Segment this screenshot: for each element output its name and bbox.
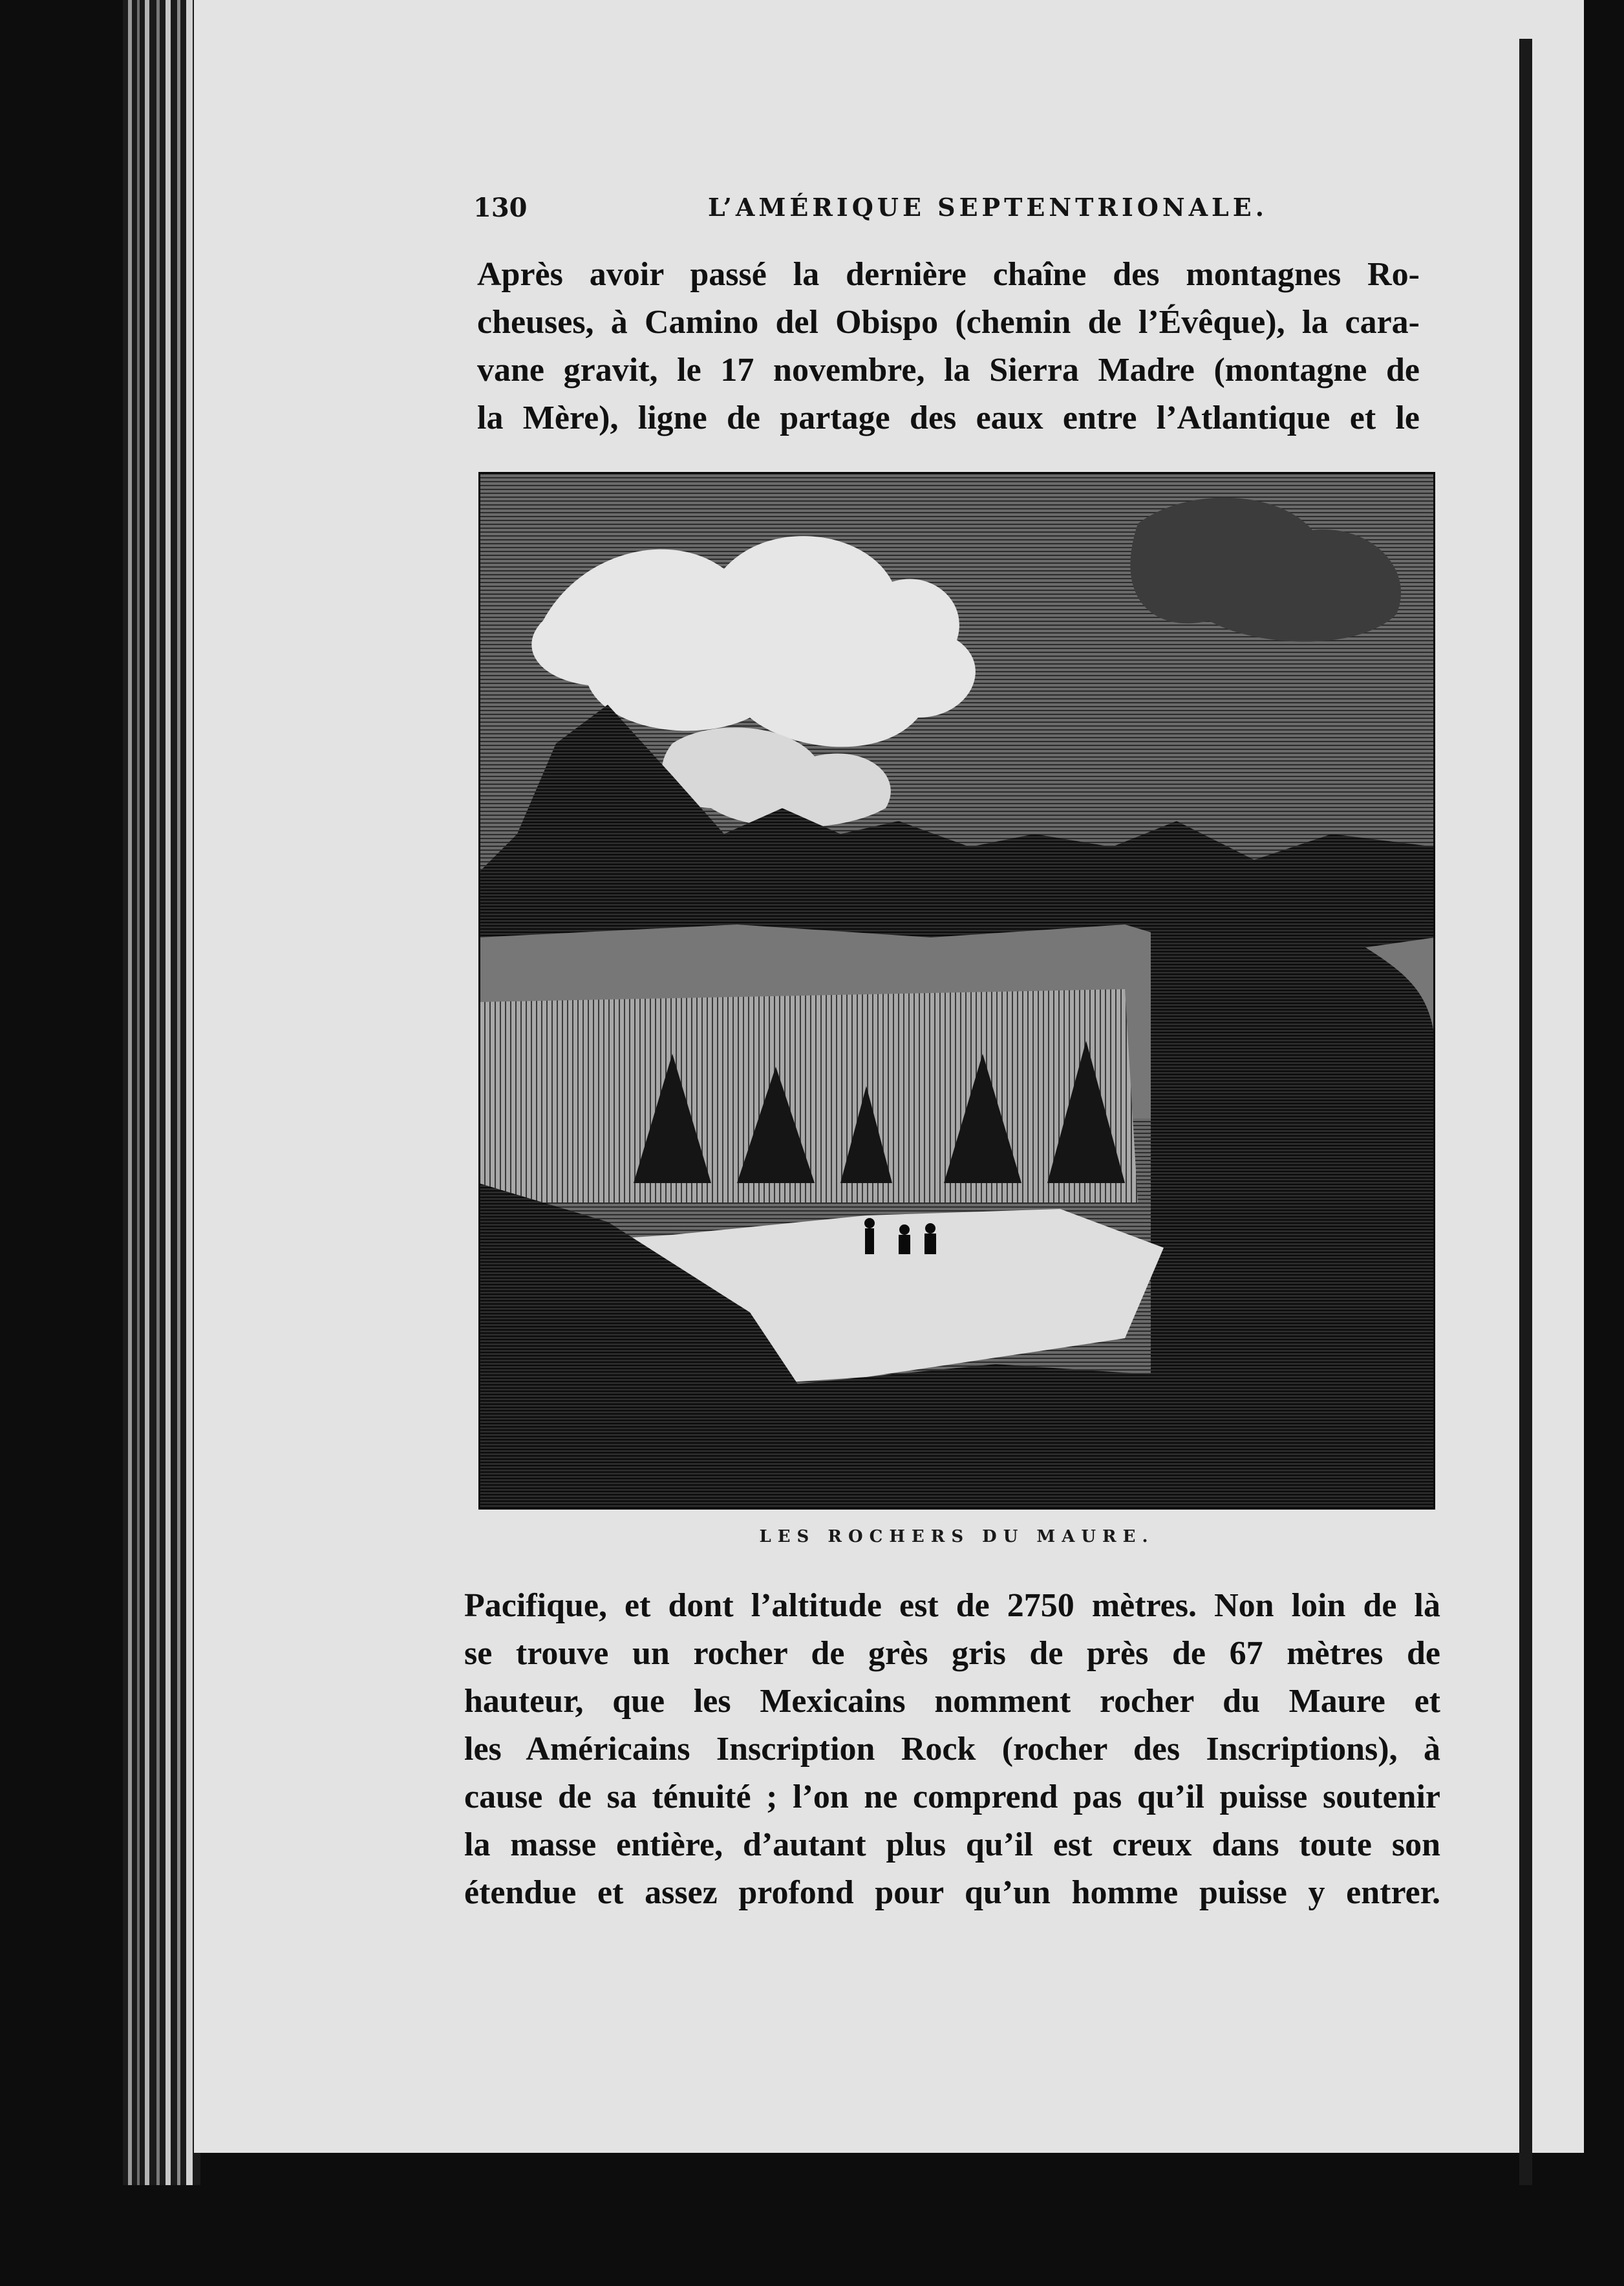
- page-gutter-shadow: [1519, 39, 1532, 2185]
- paragraph-2-line: les Américains Inscription Rock (rocher des Inscriptions), à: [464, 1731, 1440, 1768]
- paragraph-1-line: vane gravit, le 17 novembre, la Sierra Madre (montagne de: [477, 352, 1420, 389]
- paragraph-2-line: Pacifique, et dont l’altitude est de 2750 mètres. Non loin de là: [464, 1587, 1440, 1624]
- paragraph-2-line: se trouve un rocher de grès gris de près de 67 mètres de: [464, 1635, 1440, 1672]
- paragraph-2-line: hauteur, que les Mexicains nomment rocher du Maure et: [464, 1683, 1440, 1720]
- paragraph-1-line: cheuses, à Camino del Obispo (chemin de l’Évêque), la cara-: [477, 304, 1420, 341]
- engraving-illustration: [478, 472, 1435, 1510]
- figure-caption: LES ROCHERS DU MAURE.: [759, 1527, 1155, 1546]
- running-head-title: L’AMÉRIQUE SEPTENTRIONALE.: [708, 193, 1268, 222]
- paragraph-2-line: cause de sa ténuité ; l’on ne comprend pas qu’il puisse soutenir: [464, 1779, 1440, 1815]
- paragraph-1-line: la Mère), ligne de partage des eaux entre l’Atlantique et le: [477, 400, 1420, 436]
- paragraph-2-line: la masse entière, d’autant plus qu’il est creux dans toute son: [464, 1826, 1440, 1863]
- book-page-edges: [123, 0, 200, 2185]
- paragraph-2: [464, 1582, 1440, 1917]
- page-number: 130: [473, 193, 528, 223]
- foreground-boulders: [737, 1364, 1435, 1510]
- paragraph-1: [477, 251, 1420, 442]
- paragraph-2-line: étendue et assez profond pour qu’un homme puisse y entrer.: [464, 1874, 1440, 1911]
- paragraph-1-line: Après avoir passé la dernière chaîne des montagnes Ro-: [477, 256, 1420, 293]
